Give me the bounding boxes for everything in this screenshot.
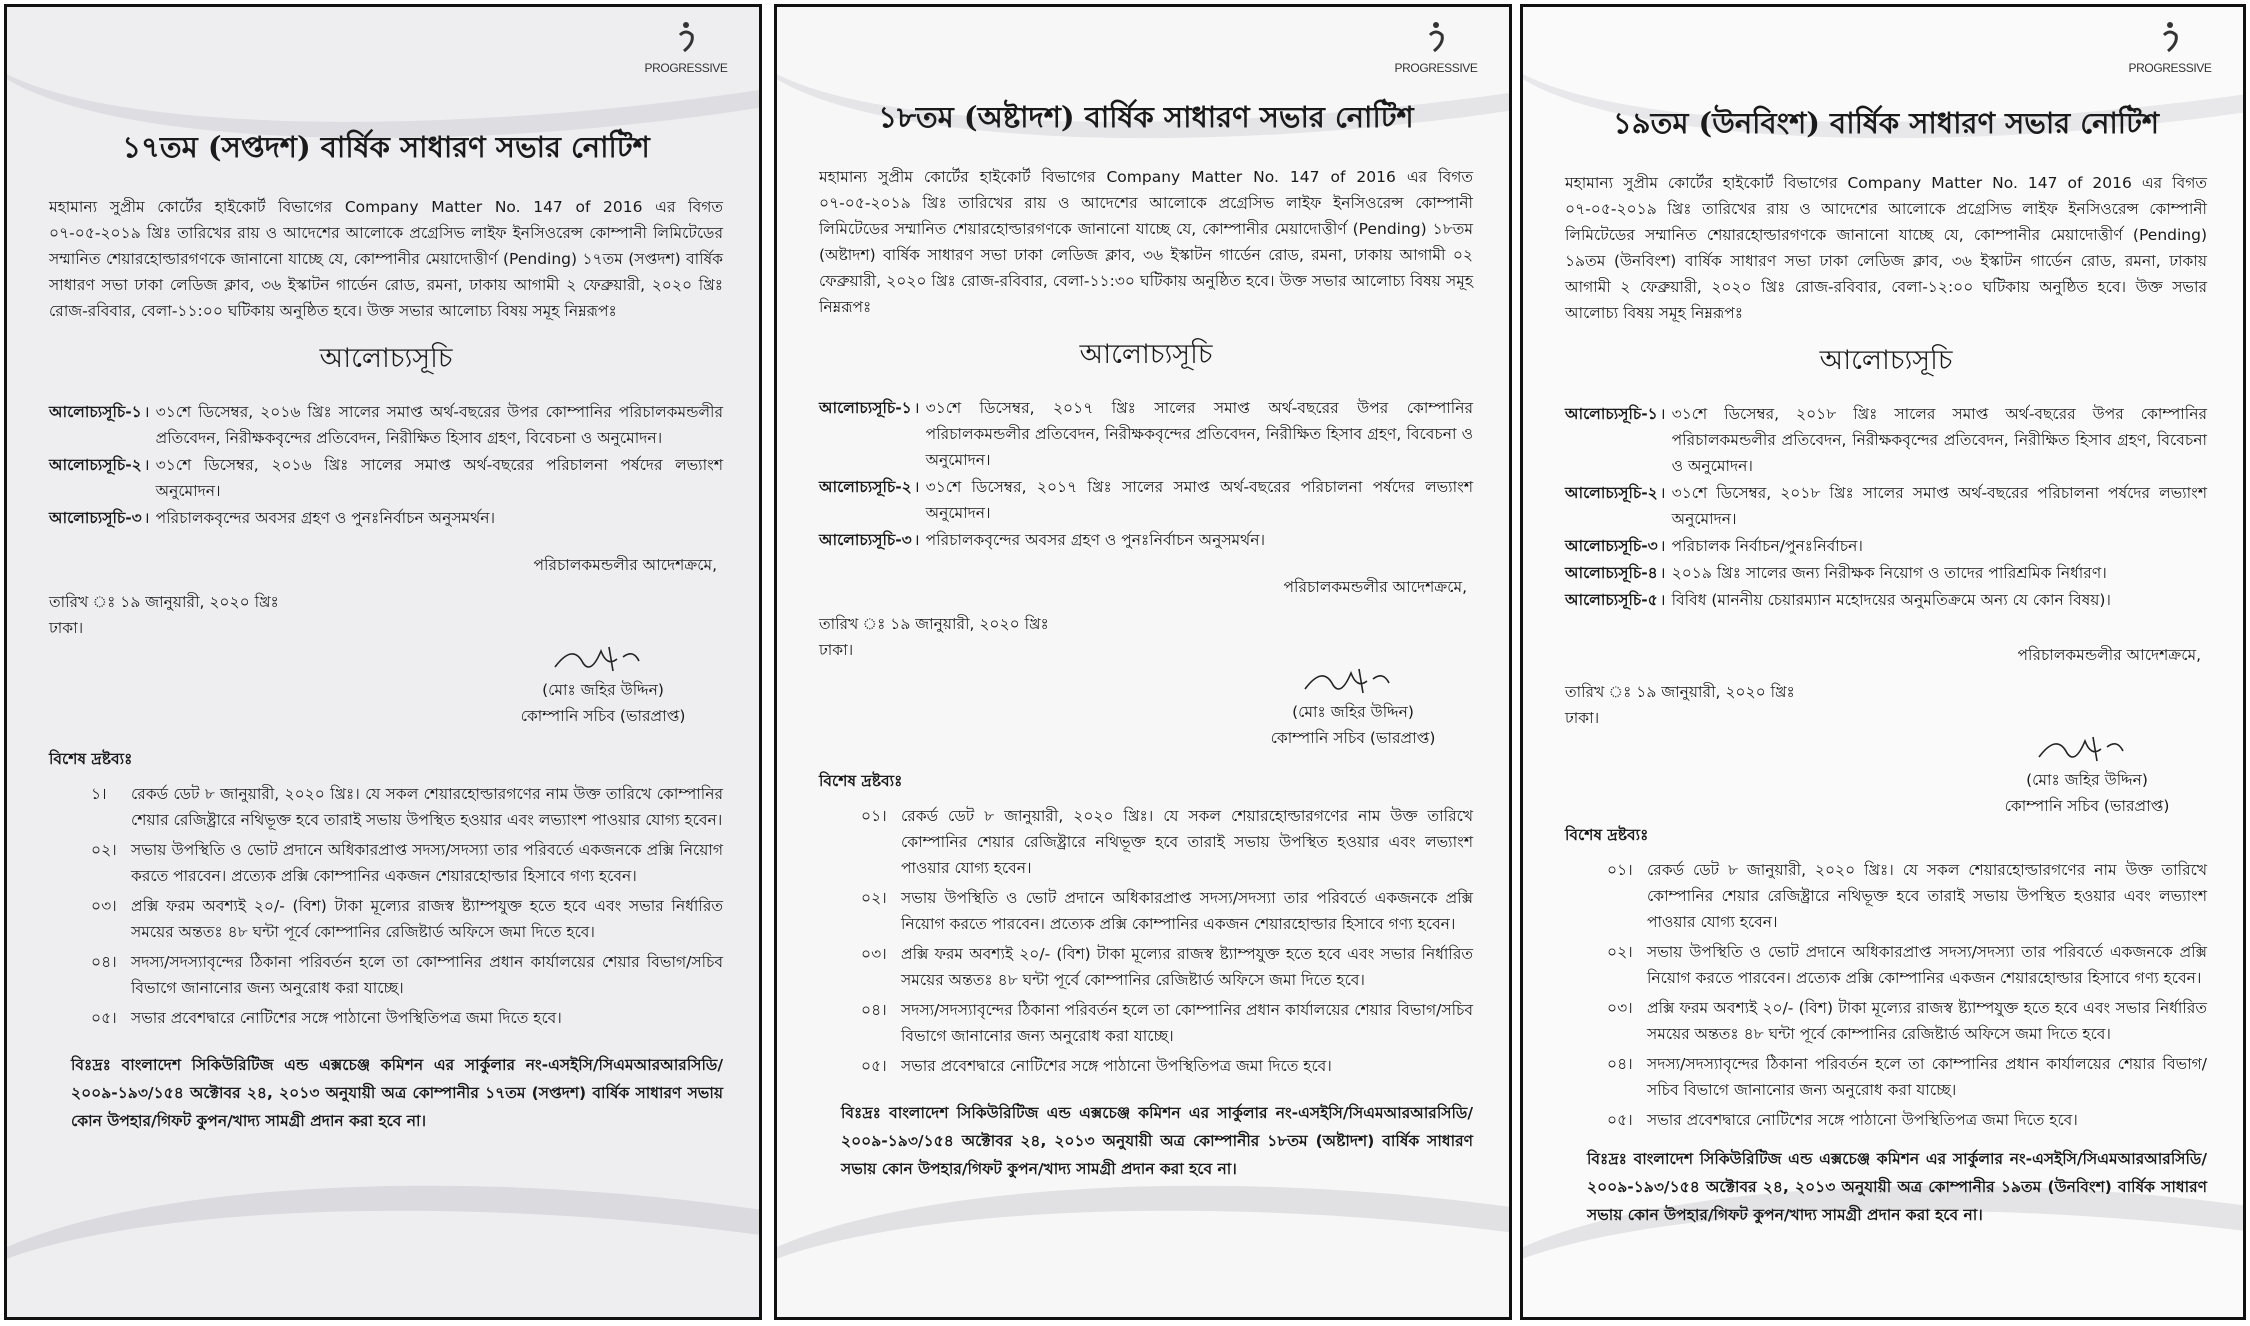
note-item [49,781,723,833]
company-logo [2115,21,2225,76]
note-text: সভার প্রবেশদ্বারে নোটিশের সঙ্গে পাঠানো উপস্থিতিপত্র জমা দিতে হবে। [901,1057,1332,1075]
agenda-label: আলোচ্যসূচি-১ [819,399,912,417]
notes-list [49,781,723,1031]
by-order: পরিচালকমন্ডলীর আদেশক্রমে, [533,556,717,574]
agenda-label: আলোচ্যসূচি-১ [49,403,142,421]
footer-disclaimer: বিঃদ্রঃ বাংলাদেশ সিকিউরিটিজ এন্ড এক্সচেঞ্জ কমিশন এর সার্কুলার নং-এসইসি/সিএমআরআরসিডি/২০০৯-১৯৩/১৫৪ অক্টোবর ২৪, ২০১৩ অনুযায়ী অত্র কোম্পানীর ১৯তম (উনবিংশ) বার্ষিক সাধারণ সভায় কোন উপহার/গিফট কুপন/খাদ্য সামগ্রী প্রদান করা হবে না। [1587,1150,2207,1224]
company-logo [631,21,741,76]
agenda-item: আলোচ্যসূচি-৩ । পরিচালকবৃন্দের অবসর গ্রহণ ও পুনঃনির্বাচন অনুসমর্থন। [819,527,1473,553]
signer-name: (মোঃ জহির উদ্দিন) [1292,703,1414,721]
note-number: ০২। [1607,943,1633,961]
note-item [819,941,1473,993]
agenda-label: আলোচ্যসূচি-৩ [49,509,142,527]
date-block [1565,679,2207,731]
footer-disclaimer: বিঃদ্রঃ বাংলাদেশ সিকিউরিটিজ এন্ড এক্সচেঞ্জ কমিশন এর সার্কুলার নং-এসইসি/সিএমআরআরসিডি/২০০৯-১৯৩/১৫৪ অক্টোবর ২৪, ২০১৩ অনুযায়ী অত্র কোম্পানীর ১৮তম (অষ্টাদশ) বার্ষিক সাধারণ সভায় কোন উপহার/গিফট কুপন/খাদ্য সামগ্রী প্রদান করা হবে না। [841,1104,1473,1178]
note-text: রেকর্ড ডেট ৮ জানুয়ারী, ২০২০ খ্রিঃ। যে সকল শেয়ারহোল্ডারগণের নাম উক্ত তারিখে কোম্পানির শেয়ার রেজিষ্ট্রারে নথিভূক্ত হবে তারাই সভায় উপস্থিত হওয়ার এবং লভ্যাংশ পাওয়ার যোগ্য হবেন। [131,785,723,829]
agenda-label: আলোচ্যসূচি-৩ [819,531,912,549]
note-number: ০১। [861,807,887,825]
note-item [819,885,1473,937]
agenda-text: ৩১শে ডিসেম্বর, ২০১৬ খ্রিঃ সালের সমাপ্ত অর্থ-বছরের পরিচালনা পর্ষদের লভ্যাংশ অনুমোদন। [155,456,723,500]
logo-text: PROGRESSIVE [2128,61,2212,75]
notice-19th-agm [1520,4,2246,1320]
note-item [1565,857,2207,935]
note-item [49,949,723,1001]
agenda-text: পরিচালকবৃন্দের অবসর গ্রহণ ও পুনঃনির্বাচন অনুসমর্থন। [925,531,1265,549]
date-block [819,611,1473,663]
note-text: সদস্য/সদস্যাবৃন্দের ঠিকানা পরিবর্তন হলে তা কোম্পানির প্রধান কার্যালয়ের শেয়ার বিভাগ/সচিব বিভাগে জানানোর জন্য অনুরোধ করা যাচ্ছে। [901,1001,1473,1045]
agenda-heading: আলোচ্যসূচি [1819,345,1953,376]
note-number: ০৩। [91,897,117,915]
notice-17th-agm [4,4,762,1320]
decorative-swoosh [4,1146,762,1320]
note-number: ০৪। [91,953,117,971]
notice-title: ১৮তম (অষ্টাদশ) বার্ষিক সাধারণ সভার নোটিশ [878,100,1414,134]
note-number: ০৩। [1607,999,1633,1017]
note-number: ০৫। [91,1009,117,1027]
agenda-label: আলোচ্যসূচি-৫ [1565,591,1658,609]
logo-text: PROGRESSIVE [644,61,728,75]
note-number: ০২। [91,841,117,859]
note-item [819,1053,1473,1079]
intro-paragraph: মহামান্য সুপ্রীম কোর্টের হাইকোর্ট বিভাগের Company Matter No. 147 of 2016 এর বিগত ০৭-০৫-২০১৯ খ্রিঃ তারিখের রায় ও আদেশের আলোকে প্রগ্রেসিভ লাইফ ইনসিওরেন্স কোম্পানী লিমিটেডের সম্মানিত শেয়ারহোল্ডারগণকে জানানো যাচ্ছে যে, কোম্পানীর মেয়াদোত্তীর্ণ (Pending) ১৯তম (উনবিংশ) বার্ষিক সাধারণ সভা ঢাকা লেডিজ ক্লাব, ৩৬ ইস্কাটন গার্ডেন রোড, রমনা, ঢাকায় আগামী ২ ফেব্রুয়ারী, ২০২০ খ্রিঃ রোজ-রবিবার, বেলা-১২:০০ ঘটিকায় অনুষ্ঠিত হবে। উক্ত সভার আলোচ্য বিষয় সমূহ নিম্নরূপঃ [1565,174,2207,322]
progressive-logo-icon [2158,21,2182,55]
notes-list [1565,857,2207,1133]
note-item [1565,1107,2207,1133]
agenda-text: ৩১শে ডিসেম্বর, ২০১৮ খ্রিঃ সালের সমাপ্ত অর্থ-বছরের উপর কোম্পানির পরিচালকমন্ডলীর প্রতিবেদন, নিরীক্ষকবৃন্দের প্রতিবেদন, নিরীক্ষিত হিসাব গ্রহণ, বিবেচনা ও অনুমোদন। [1671,405,2207,475]
notes-heading: বিশেষ দ্রষ্টব্যঃ [1565,826,1649,844]
notes-heading: বিশেষ দ্রষ্টব্যঃ [819,772,903,790]
note-number: ০২। [861,889,887,907]
note-item [1565,939,2207,991]
agenda-label: আলোচ্যসূচি-২ [1565,484,1658,502]
agenda-list [49,399,723,531]
agenda-item: আলোচ্যসূচি-৩ । পরিচালক নির্বাচন/পুনঃনির্বাচন। [1565,533,2207,559]
signature-icon [1293,659,1413,701]
note-text: প্রক্সি ফরম অবশ্যই ২০/- (বিশ) টাকা মূল্যের রাজস্ব ষ্ট্যাম্পযুক্ত হতে হবে এবং সভার নির্ধারিত সময়ের অন্ততঃ ৪৮ ঘন্টা পূর্বে কোম্পানির রেজিষ্টার্ড অফিসে জমা দিতে হবে। [131,897,723,941]
agenda-label: আলোচ্যসূচি-৩ [1565,537,1658,555]
note-item [819,803,1473,881]
agenda-heading: আলোচ্যসূচি [319,343,453,374]
footer-disclaimer: বিঃদ্রঃ বাংলাদেশ সিকিউরিটিজ এন্ড এক্সচেঞ্জ কমিশন এর সার্কুলার নং-এসইসি/সিএমআরআরসিডি/২০০৯-১৯৩/১৫৪ অক্টোবর ২৪, ২০১৩ অনুযায়ী অত্র কোম্পানীর ১৭তম (সপ্তদশ) বার্ষিক সাধারণ সভায় কোন উপহার/গিফট কুপন/খাদ্য সামগ্রী প্রদান করা হবে না। [71,1056,723,1130]
signer-title: কোম্পানি সচিব (ভারপ্রাপ্ত) [520,707,686,725]
progressive-logo-icon [1424,21,1448,55]
progressive-logo-icon [674,21,698,55]
note-item [1565,1051,2207,1103]
agenda-item: আলোচ্যসূচি-১ । ৩১শে ডিসেম্বর, ২০১৭ খ্রিঃ সালের সমাপ্ত অর্থ-বছরের উপর কোম্পানির পরিচালকমন্ডলীর প্রতিবেদন, নিরীক্ষকবৃন্দের প্রতিবেদন, নিরীক্ষিত হিসাব গ্রহণ, বিবেচনা ও অনুমোদন। [819,395,1473,473]
agenda-item: আলোচ্যসূচি-১ । ৩১শে ডিসেম্বর, ২০১৬ খ্রিঃ সালের সমাপ্ত অর্থ-বছরের উপর কোম্পানির পরিচালকমন্ডলীর প্রতিবেদন, নিরীক্ষকবৃন্দের প্রতিবেদন, নিরীক্ষিত হিসাব গ্রহণ, বিবেচনা ও অনুমোদন। [49,399,723,451]
notes-list [819,803,1473,1079]
note-number: ০৩। [861,945,887,963]
note-text: সভার প্রবেশদ্বারে নোটিশের সঙ্গে পাঠানো উপস্থিতিপত্র জমা দিতে হবে। [131,1009,562,1027]
notice-body [7,125,759,1135]
company-logo [1381,21,1491,76]
note-text: প্রক্সি ফরম অবশ্যই ২০/- (বিশ) টাকা মূল্যের রাজস্ব ষ্ট্যাম্পযুক্ত হতে হবে এবং সভার নির্ধারিত সময়ের অন্ততঃ ৪৮ ঘন্টা পূর্বে কোম্পানির রেজিষ্টার্ড অফিসে জমা দিতে হবে। [901,945,1473,989]
note-text: প্রক্সি ফরম অবশ্যই ২০/- (বিশ) টাকা মূল্যের রাজস্ব ষ্ট্যাম্পযুক্ত হতে হবে এবং সভার নির্ধারিত সময়ের অন্ততঃ ৪৮ ঘন্টা পূর্বে কোম্পানির রেজিষ্টার্ড অফিসে জমা দিতে হবে। [1647,999,2207,1043]
notice-date: তারিখ ঃ ১৯ জানুয়ারী, ২০২০ খ্রিঃ [1565,683,1795,701]
note-text: সদস্য/সদস্যাবৃন্দের ঠিকানা পরিবর্তন হলে তা কোম্পানির প্রধান কার্যালয়ের শেয়ার বিভাগ/সচিব বিভাগে জানানোর জন্য অনুরোধ করা যাচ্ছে। [1647,1055,2207,1099]
agenda-text: বিবিধ (মাননীয় চেয়ারম্যান মহোদয়ের অনুমতিক্রমে অন্য যে কোন বিষয়)। [1671,591,2111,609]
notice-place: ঢাকা। [49,619,84,637]
signer-name: (মোঃ জহির উদ্দিন) [542,681,664,699]
intro-paragraph: মহামান্য সুপ্রীম কোর্টের হাইকোর্ট বিভাগের Company Matter No. 147 of 2016 এর বিগত ০৭-০৫-২০১৯ খ্রিঃ তারিখের রায় ও আদেশের আলোকে প্রগ্রেসিভ লাইফ ইনসিওরেন্স কোম্পানী লিমিটেডের সম্মানিত শেয়ারহোল্ডারগণকে জানানো যাচ্ছে যে, কোম্পানীর মেয়াদোত্তীর্ণ (Pending) ১৭তম (সপ্তদশ) বার্ষিক সাধারণ সভা ঢাকা লেডিজ ক্লাব, ৩৬ ইস্কাটন গার্ডেন রোড, রমনা, ঢাকায় আগামী ২ ফেব্রুয়ারী, ২০২০ খ্রিঃ রোজ-রবিবার, বেলা-১১:০০ ঘটিকায় অনুষ্ঠিত হবে। উক্ত সভার আলোচ্য বিষয় সমূহ নিম্নরূপঃ [49,198,723,320]
agenda-text: ৩১শে ডিসেম্বর, ২০১৭ খ্রিঃ সালের সমাপ্ত অর্থ-বছরের উপর কোম্পানির পরিচালকমন্ডলীর প্রতিবেদন, নিরীক্ষকবৃন্দের প্রতিবেদন, নিরীক্ষিত হিসাব গ্রহণ, বিবেচনা ও অনুমোদন। [925,399,1473,469]
signature-block [1967,727,2207,819]
notice-body [777,95,1509,1183]
agenda-item: আলোচ্যসূচি-৫ । বিবিধ (মাননীয় চেয়ারম্যান মহোদয়ের অনুমতিক্রমে অন্য যে কোন বিষয়)। [1565,587,2207,613]
agenda-text: পরিচালকবৃন্দের অবসর গ্রহণ ও পুনঃনির্বাচন অনুসমর্থন। [155,509,495,527]
agenda-label: আলোচ্যসূচি-৪ [1565,564,1658,582]
note-text: সভায় উপস্থিতি ও ভোট প্রদানে অধিকারপ্রাপ্ত সদস্য/সদস্যা তার পরিবর্তে একজনকে প্রক্সি নিয়োগ করতে পারবেন। প্রত্যেক প্রক্সি কোম্পানির একজন শেয়ারহোল্ডার হিসাবে গণ্য হবেন। [901,889,1473,933]
note-item [49,893,723,945]
signature-icon [2027,727,2147,769]
agenda-text: ৩১শে ডিসেম্বর, ২০১৭ খ্রিঃ সালের সমাপ্ত অর্থ-বছরের পরিচালনা পর্ষদের লভ্যাংশ অনুমোদন। [925,478,1473,522]
note-text: রেকর্ড ডেট ৮ জানুয়ারী, ২০২০ খ্রিঃ। যে সকল শেয়ারহোল্ডারগণের নাম উক্ত তারিখে কোম্পানির শেয়ার রেজিষ্ট্রারে নথিভূক্ত হবে তারাই সভায় উপস্থিত হওয়ার এবং লভ্যাংশ পাওয়ার যোগ্য হবেন। [1647,861,2207,931]
agenda-list [1565,401,2207,613]
agenda-item: আলোচ্যসূচি-৩ । পরিচালকবৃন্দের অবসর গ্রহণ ও পুনঃনির্বাচন অনুসমর্থন। [49,505,723,531]
signature-icon [543,637,663,679]
agenda-item: আলোচ্যসূচি-১ । ৩১শে ডিসেম্বর, ২০১৮ খ্রিঃ সালের সমাপ্ত অর্থ-বছরের উপর কোম্পানির পরিচালকমন্ডলীর প্রতিবেদন, নিরীক্ষকবৃন্দের প্রতিবেদন, নিরীক্ষিত হিসাব গ্রহণ, বিবেচনা ও অনুমোদন। [1565,401,2207,479]
agenda-text: ৩১শে ডিসেম্বর, ২০১৮ খ্রিঃ সালের সমাপ্ত অর্থ-বছরের পরিচালনা পর্ষদের লভ্যাংশ অনুমোদন। [1671,484,2207,528]
note-item [49,1005,723,1031]
agenda-text: ৩১শে ডিসেম্বর, ২০১৬ খ্রিঃ সালের সমাপ্ত অর্থ-বছরের উপর কোম্পানির পরিচালকমন্ডলীর প্রতিবেদন, নিরীক্ষকবৃন্দের প্রতিবেদন, নিরীক্ষিত হিসাব গ্রহণ, বিবেচনা ও অনুমোদন। [155,403,723,447]
by-order: পরিচালকমন্ডলীর আদেশক্রমে, [1283,578,1467,596]
note-number: ১। [91,785,107,803]
note-item [49,837,723,889]
agenda-item: আলোচ্যসূচি-২ । ৩১শে ডিসেম্বর, ২০১৮ খ্রিঃ সালের সমাপ্ত অর্থ-বছরের পরিচালনা পর্ষদের লভ্যাংশ অনুমোদন। [1565,480,2207,532]
agenda-heading: আলোচ্যসূচি [1079,339,1213,370]
agenda-item: আলোচ্যসূচি-২ । ৩১শে ডিসেম্বর, ২০১৭ খ্রিঃ সালের সমাপ্ত অর্থ-বছরের পরিচালনা পর্ষদের লভ্যাংশ অনুমোদন। [819,474,1473,526]
notice-date: তারিখ ঃ ১৯ জানুয়ারী, ২০২০ খ্রিঃ [49,593,279,611]
notice-title: ১৯তম (উনবিংশ) বার্ষিক সাধারণ সভার নোটিশ [1612,106,2160,140]
note-item [1565,995,2207,1047]
signer-name: (মোঃ জহির উদ্দিন) [2026,771,2148,789]
agenda-label: আলোচ্যসূচি-২ [819,478,912,496]
note-number: ০৫। [1607,1111,1633,1129]
agenda-item: আলোচ্যসূচি-৪ । ২০১৯ খ্রিঃ সালের জন্য নিরীক্ষক নিয়োগ ও তাদের পারিশ্রমিক নির্ধারণ। [1565,560,2207,586]
agenda-item: আলোচ্যসূচি-২ । ৩১শে ডিসেম্বর, ২০১৬ খ্রিঃ সালের সমাপ্ত অর্থ-বছরের পরিচালনা পর্ষদের লভ্যাংশ অনুমোদন। [49,452,723,504]
note-text: সভার প্রবেশদ্বারে নোটিশের সঙ্গে পাঠানো উপস্থিতিপত্র জমা দিতে হবে। [1647,1111,2078,1129]
notice-18th-agm [774,4,1512,1320]
signer-title: কোম্পানি সচিব (ভারপ্রাপ্ত) [2004,797,2170,815]
notice-place: ঢাকা। [819,641,854,659]
note-number: ০৫। [861,1057,887,1075]
signature-block [483,637,723,729]
agenda-label: আলোচ্যসূচি-১ [1565,405,1658,423]
notice-date: তারিখ ঃ ১৯ জানুয়ারী, ২০২০ খ্রিঃ [819,615,1049,633]
agenda-list [819,395,1473,553]
notice-body [1523,101,2243,1229]
agenda-text: পরিচালক নির্বাচন/পুনঃনির্বাচন। [1671,537,1863,555]
note-text: সভায় উপস্থিতি ও ভোট প্রদানে অধিকারপ্রাপ্ত সদস্য/সদস্যা তার পরিবর্তে একজনকে প্রক্সি নিয়োগ করতে পারবেন। প্রত্যেক প্রক্সি কোম্পানির একজন শেয়ারহোল্ডার হিসাবে গণ্য হবেন। [1647,943,2207,987]
note-text: সভায় উপস্থিতি ও ভোট প্রদানে অধিকারপ্রাপ্ত সদস্য/সদস্যা তার পরিবর্তে একজনকে প্রক্সি নিয়োগ করতে পারবেন। প্রত্যেক প্রক্সি কোম্পানির একজন শেয়ারহোল্ডার হিসাবে গণ্য হবেন। [131,841,723,885]
agenda-label: আলোচ্যসূচি-২ [49,456,142,474]
note-number: ০৪। [861,1001,887,1019]
signature-block [1233,659,1473,751]
agenda-text: ২০১৯ খ্রিঃ সালের জন্য নিরীক্ষক নিয়োগ ও তাদের পারিশ্রমিক নির্ধারণ। [1671,564,2107,582]
note-number: ০৪। [1607,1055,1633,1073]
date-block [49,589,723,641]
note-text: সদস্য/সদস্যাবৃন্দের ঠিকানা পরিবর্তন হলে তা কোম্পানির প্রধান কার্যালয়ের শেয়ার বিভাগ/সচিব বিভাগে জানানোর জন্য অনুরোধ করা যাচ্ছে। [131,953,723,997]
notes-heading: বিশেষ দ্রষ্টব্যঃ [49,750,133,768]
notice-title: ১৭তম (সপ্তদশ) বার্ষিক সাধারণ সভার নোটিশ [122,130,650,164]
notice-place: ঢাকা। [1565,709,1600,727]
note-item [819,997,1473,1049]
signer-title: কোম্পানি সচিব (ভারপ্রাপ্ত) [1270,729,1436,747]
note-text: রেকর্ড ডেট ৮ জানুয়ারী, ২০২০ খ্রিঃ। যে সকল শেয়ারহোল্ডারগণের নাম উক্ত তারিখে কোম্পানির শেয়ার রেজিষ্ট্রারে নথিভূক্ত হবে তারাই সভায় উপস্থিত হওয়ার এবং লভ্যাংশ পাওয়ার যোগ্য হবেন। [901,807,1473,877]
logo-text: PROGRESSIVE [1394,61,1478,75]
intro-paragraph: মহামান্য সুপ্রীম কোর্টের হাইকোর্ট বিভাগের Company Matter No. 147 of 2016 এর বিগত ০৭-০৫-২০১৯ খ্রিঃ তারিখের রায় ও আদেশের আলোকে প্রগ্রেসিভ লাইফ ইনসিওরেন্স কোম্পানী লিমিটেডের সম্মানিত শেয়ারহোল্ডারগণকে জানানো যাচ্ছে যে, কোম্পানীর মেয়াদোত্তীর্ণ (Pending) ১৮তম (অষ্টাদশ) বার্ষিক সাধারণ সভা ঢাকা লেডিজ ক্লাব, ৩৬ ইস্কাটন গার্ডেন রোড, রমনা, ঢাকায় আগামী ০২ ফেব্রুয়ারী, ২০২০ খ্রিঃ রোজ-রবিবার, বেলা-১১:৩০ ঘটিকায় অনুষ্ঠিত হবে। উক্ত সভার আলোচ্য বিষয় সমূহ নিম্নরূপঃ [819,168,1473,316]
by-order: পরিচালকমন্ডলীর আদেশক্রমে, [2017,646,2201,664]
note-number: ০১। [1607,861,1633,879]
